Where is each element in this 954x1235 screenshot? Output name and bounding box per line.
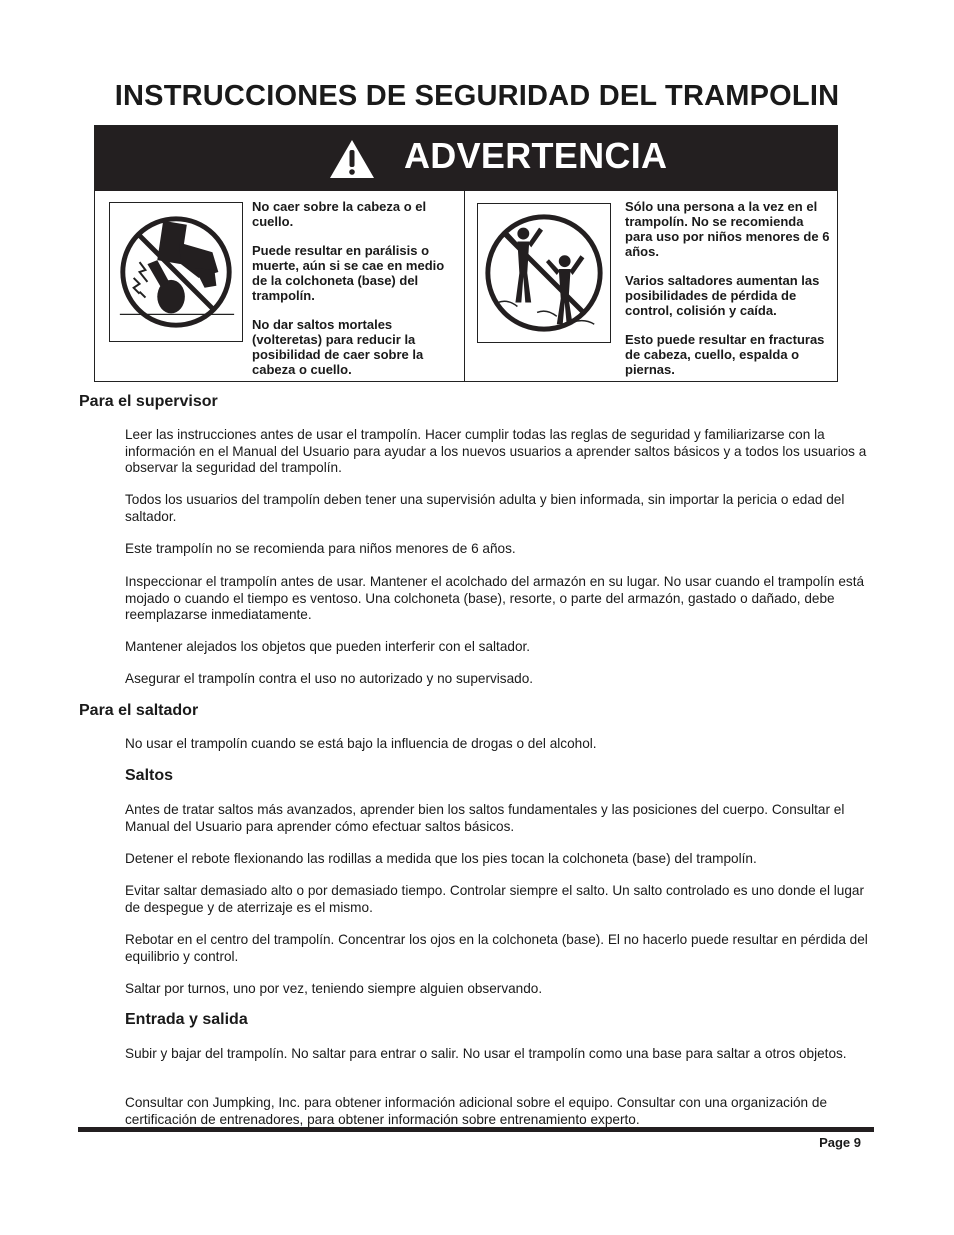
- jumps-paragraph: Saltar por turnos, uno por vez, teniendo siempre alguien observando.: [125, 981, 543, 996]
- page-number: Page 9: [819, 1135, 861, 1150]
- supervisor-heading: Para el supervisor: [79, 393, 218, 410]
- jumper-heading: Para el saltador: [79, 702, 199, 719]
- warning-box: [94, 125, 838, 382]
- warning-left-text: [252, 199, 457, 391]
- warning-right-text: [625, 199, 830, 391]
- warning-triangle-icon: [328, 138, 376, 180]
- supervisor-paragraph: Leer las instrucciones antes de usar el trampolín. Hacer cumplir todas las reglas de seguridad y familiarizarse con la información en el Manual del Usuario para ayudar a los nuevos usuarios a aprender saltos básicos y a todos los usuarios a observar la seguridad del trampolín.: [125, 427, 867, 475]
- warning-left-line-2: Puede resultar en parálisis o muerte, aún si se cae en medio de la colchoneta (base) del trampolín.: [252, 243, 445, 303]
- no-head-fall-pictogram: [109, 202, 243, 342]
- no-multiple-jumpers-pictogram: [477, 203, 611, 343]
- footer-rule: [78, 1127, 874, 1132]
- warning-right-line-1: Sólo una persona a la vez en el trampolín. No se recomienda para uso por niños menores de 6 años.: [625, 199, 830, 259]
- warning-right-line-2: Varios saltadores aumentan las posibilidades de pérdida de control, colisión y caída.: [625, 273, 820, 318]
- supervisor-paragraph: Todos los usuarios del trampolín deben tener una supervisión adulta y bien informada, sin importar la pericia o edad del saltador.: [125, 492, 845, 524]
- page-title: INSTRUCCIONES DE SEGURIDAD DEL TRAMPOLIN: [114, 80, 840, 112]
- jumps-paragraph: Rebotar en el centro del trampolín. Concentrar los ojos en la colchoneta (base). El no hacerlo puede resultar en pérdida del equilibrio y control.: [125, 932, 868, 964]
- no-multiple-jumpers-icon: [478, 204, 610, 342]
- entry-paragraph: Consultar con Jumpking, Inc. para obtener información adicional sobre el equipo. Consultar con una organización de certificación de entrenadores, para obtener información sobre entrenamiento experto.: [125, 1095, 828, 1127]
- supervisor-paragraph: Este trampolín no se recomienda para niños menores de 6 años.: [125, 541, 516, 556]
- supervisor-paragraph: Asegurar el trampolín contra el uso no autorizado y no supervisado.: [125, 671, 534, 686]
- warning-divider: [464, 191, 465, 382]
- warning-left-line-1: No caer sobre la cabeza o el cuello.: [252, 199, 427, 229]
- jumps-paragraph: Evitar saltar demasiado alto o por demasiado tiempo. Controlar siempre el salto. Un salto controlado es uno donde el lugar de despegue y de aterrizaje es el mismo.: [125, 883, 865, 915]
- entry-paragraph: Subir y bajar del trampolín. No saltar para entrar o salir. No usar el trampolín como una base para saltar a otros objetos.: [125, 1046, 847, 1061]
- jumper-paragraph: No usar el trampolín cuando se está bajo la influencia de drogas o del alcohol.: [125, 736, 597, 751]
- jumps-paragraph: Antes de tratar saltos más avanzados, aprender bien los saltos fundamentales y las posiciones del cuerpo. Consultar el Manual del Usuario para aprender cómo efectuar saltos básicos.: [125, 802, 845, 834]
- supervisor-paragraph: Mantener alejados los objetos que pueden interferir con el saltador.: [125, 639, 531, 654]
- no-head-fall-icon: [110, 203, 242, 341]
- supervisor-paragraph: Inspeccionar el trampolín antes de usar. Mantener el acolchado del armazón en su lugar. No usar cuando el trampolín está mojado o cuando el tiempo es ventoso. Una colchoneta (base), resorte, o parte del armazón, gastado o dañado, debe reemplazarse inmediatamente.: [125, 574, 865, 622]
- warning-left-line-3: No dar saltos mortales (volteretas) para reducir la posibilidad de caer sobre la cabeza o cuello.: [252, 317, 424, 377]
- warning-title: ADVERTENCIA: [404, 135, 668, 176]
- jumps-heading: Saltos: [125, 767, 174, 784]
- warning-right-line-3: Esto puede resultar en fracturas de cabeza, cuello, espalda o piernas.: [625, 332, 825, 377]
- warning-header: [95, 126, 837, 191]
- jumps-paragraph: Detener el rebote flexionando las rodillas a medida que los pies tocan la colchoneta (base) del trampolín.: [125, 851, 757, 866]
- entry-heading: Entrada y salida: [125, 1011, 248, 1028]
